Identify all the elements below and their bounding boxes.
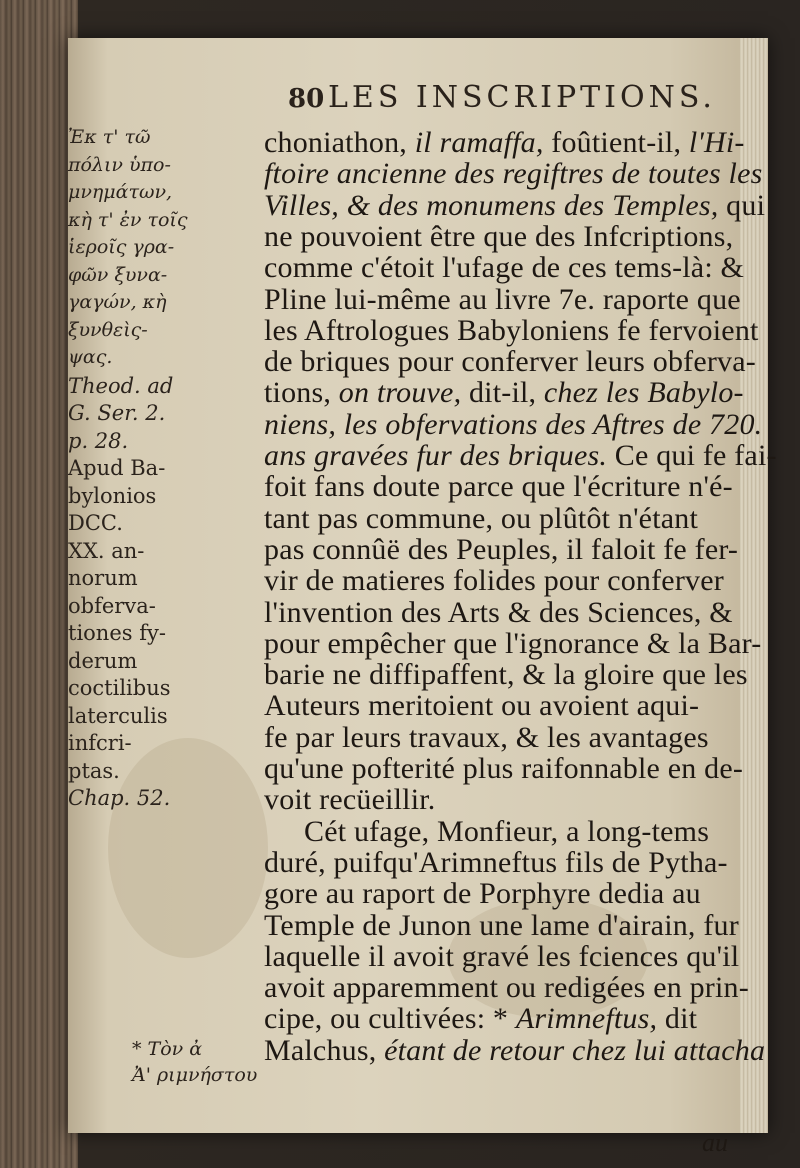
text-segment: cipe, ou cultivées: * bbox=[264, 1002, 516, 1036]
body-line bbox=[264, 189, 765, 223]
italic-segment: l'Hi- bbox=[688, 126, 745, 159]
text-segment: tions, bbox=[264, 376, 339, 410]
italic-segment: Arimneftus, bbox=[515, 1002, 658, 1036]
page-number: 80 bbox=[288, 84, 325, 114]
text-segment: foit fans doute parce que l'écriture n'é- bbox=[264, 470, 733, 504]
italic-segment: ftoire ancienne des regiftres de toutes les bbox=[264, 157, 763, 191]
margin-note-line: ξυνθεὶς- bbox=[68, 318, 148, 341]
margin-note-line: ψας. bbox=[68, 346, 113, 368]
text-segment: pas connûë des Peuples, il faloit fe fer- bbox=[264, 532, 739, 566]
margin-note-line: ptas. bbox=[68, 758, 120, 783]
body-line bbox=[264, 971, 749, 1005]
margin-note-line: φῶν ξυνα- bbox=[68, 263, 168, 286]
body-line bbox=[264, 502, 698, 536]
body-line bbox=[264, 721, 709, 755]
footnote-line: Ἀ' ριμνήστου bbox=[132, 1064, 258, 1086]
italic-segment: il ramaffa, bbox=[414, 126, 544, 159]
text-segment: foûtient-il, bbox=[543, 126, 689, 159]
text-segment: choniathon, bbox=[264, 126, 415, 159]
margin-note-line: infcri- bbox=[68, 731, 132, 755]
catchword: au bbox=[702, 1128, 728, 1157]
margin-note-line: p. 28. bbox=[68, 428, 129, 453]
text-segment: voit recüeillir. bbox=[264, 783, 436, 817]
text-segment: fe par leurs travaux, & les avantages bbox=[264, 720, 709, 754]
text-segment: gore au raport de Porphyre dedia au bbox=[264, 877, 701, 911]
body-line bbox=[264, 752, 743, 786]
italic-segment: niens, les obfervations des Aftres de 720. bbox=[264, 407, 763, 441]
body-line bbox=[264, 846, 728, 880]
margin-note-line: laterculis bbox=[68, 703, 168, 728]
italic-segment: étant de retour chez lui attacha bbox=[384, 1033, 766, 1067]
text-segment: Pline lui-même au livre 7e. raporte que bbox=[264, 282, 741, 316]
running-head: LES INSCRIPTIONS. bbox=[328, 80, 716, 115]
margin-note-line: πόλιν ὑπο- bbox=[68, 153, 171, 176]
body-line bbox=[264, 251, 744, 285]
body-line bbox=[264, 627, 761, 661]
margin-note-line: obferva- bbox=[68, 593, 156, 618]
text-segment: Auteurs meritoient ou avoient aqui- bbox=[264, 689, 700, 723]
body-line bbox=[264, 783, 435, 817]
body-line bbox=[264, 909, 739, 943]
margin-note-line: ἱεροῖς γρα- bbox=[68, 236, 175, 258]
margin-note-line: coctilibus bbox=[68, 676, 171, 700]
margin-note-line: Theod. ad bbox=[68, 373, 174, 398]
body-line bbox=[264, 126, 745, 160]
page-header bbox=[218, 80, 758, 120]
margin-note-line: μνημάτων, bbox=[68, 181, 173, 203]
text-segment: Cét ufage, Monfieur, a long-tems bbox=[304, 814, 710, 848]
text-segment: les Aftrologues Babyloniens fe fervoient bbox=[264, 313, 759, 347]
body-line bbox=[264, 314, 759, 348]
text-segment: Temple de Junon une lame d'airain, fur bbox=[264, 908, 739, 942]
body-line bbox=[264, 345, 756, 379]
body-line bbox=[264, 157, 763, 191]
text-segment: qui bbox=[718, 188, 766, 222]
text-segment: de briques pour conferver leurs obferva- bbox=[264, 345, 756, 379]
body-line bbox=[264, 689, 699, 723]
text-segment: barie ne diffipaffent, & la gloire que les bbox=[264, 658, 748, 692]
body-line bbox=[264, 408, 762, 442]
margin-note-line: XX. an- bbox=[68, 538, 145, 563]
body-line bbox=[264, 533, 738, 567]
body-line bbox=[264, 376, 744, 410]
body-line bbox=[304, 815, 709, 849]
italic-segment: on trouve, bbox=[338, 376, 462, 410]
text-segment: Malchus, bbox=[264, 1033, 385, 1067]
body-line bbox=[264, 439, 777, 473]
text-segment: comme c'étoit l'ufage de ces tems-là: & bbox=[264, 251, 745, 285]
text-segment: l'invention des Arts & des Sciences, & bbox=[264, 595, 733, 629]
body-line bbox=[264, 1034, 765, 1068]
margin-note-line: bylonios bbox=[68, 483, 157, 508]
text-segment: ne pouvoient être que des Infcriptions, bbox=[264, 219, 734, 253]
text-segment: pour empêcher que l'ignorance & la Bar- bbox=[264, 626, 762, 660]
text-segment: qu'une pofterité plus raifonnable en de- bbox=[264, 752, 744, 785]
body-line bbox=[264, 283, 741, 317]
book-binding bbox=[0, 0, 78, 1168]
italic-segment: Villes, & des monumens des Temples, bbox=[264, 188, 719, 222]
margin-note-line: Chap. 52. bbox=[68, 786, 171, 810]
body-line bbox=[264, 940, 739, 974]
body-line bbox=[264, 220, 733, 254]
body-line bbox=[264, 470, 733, 504]
margin-note-line: DCC. bbox=[68, 511, 123, 535]
text-segment: avoit apparemment ou redigées en prin- bbox=[264, 971, 749, 1005]
text-segment: dit bbox=[657, 1002, 698, 1036]
margin-note-line: κὴ τ' ἐν τοῖς bbox=[68, 208, 188, 231]
margin-note-line: Ἐκ τ' τῶ bbox=[68, 126, 151, 148]
text-segment: Ce qui fe fai- bbox=[607, 439, 777, 472]
margin-note-line: G. Ser. 2. bbox=[68, 401, 166, 425]
body-text bbox=[264, 126, 777, 1126]
body-line bbox=[264, 877, 701, 911]
italic-segment: ans gravées fur des briques. bbox=[264, 439, 608, 472]
book-page bbox=[68, 38, 777, 1157]
body-line bbox=[264, 564, 724, 598]
italic-segment: chez les Babylo- bbox=[543, 376, 744, 410]
margin-note-line: γαγών, κὴ bbox=[68, 291, 167, 313]
body-line bbox=[264, 1002, 697, 1036]
margin-note-line: norum bbox=[68, 566, 138, 590]
text-segment: laquelle il avoit gravé les fciences qu'il bbox=[264, 939, 740, 973]
footnote-line: * Τὸν ἀ bbox=[132, 1038, 203, 1060]
body-line bbox=[264, 658, 748, 692]
margin-notes bbox=[68, 126, 198, 1126]
margin-note-line: tiones fy- bbox=[68, 621, 166, 645]
margin-note-line: derum bbox=[68, 648, 138, 673]
margin-note-line: Apud Ba- bbox=[68, 456, 166, 480]
text-segment: dit-il, bbox=[461, 376, 544, 410]
body-line bbox=[264, 596, 733, 630]
text-segment: vir de matieres folides pour conferver bbox=[264, 564, 724, 598]
text-segment: duré, puifqu'Arimneftus fils de Pytha- bbox=[264, 845, 728, 879]
text-segment: tant pas commune, ou plûtôt n'étant bbox=[264, 501, 698, 535]
